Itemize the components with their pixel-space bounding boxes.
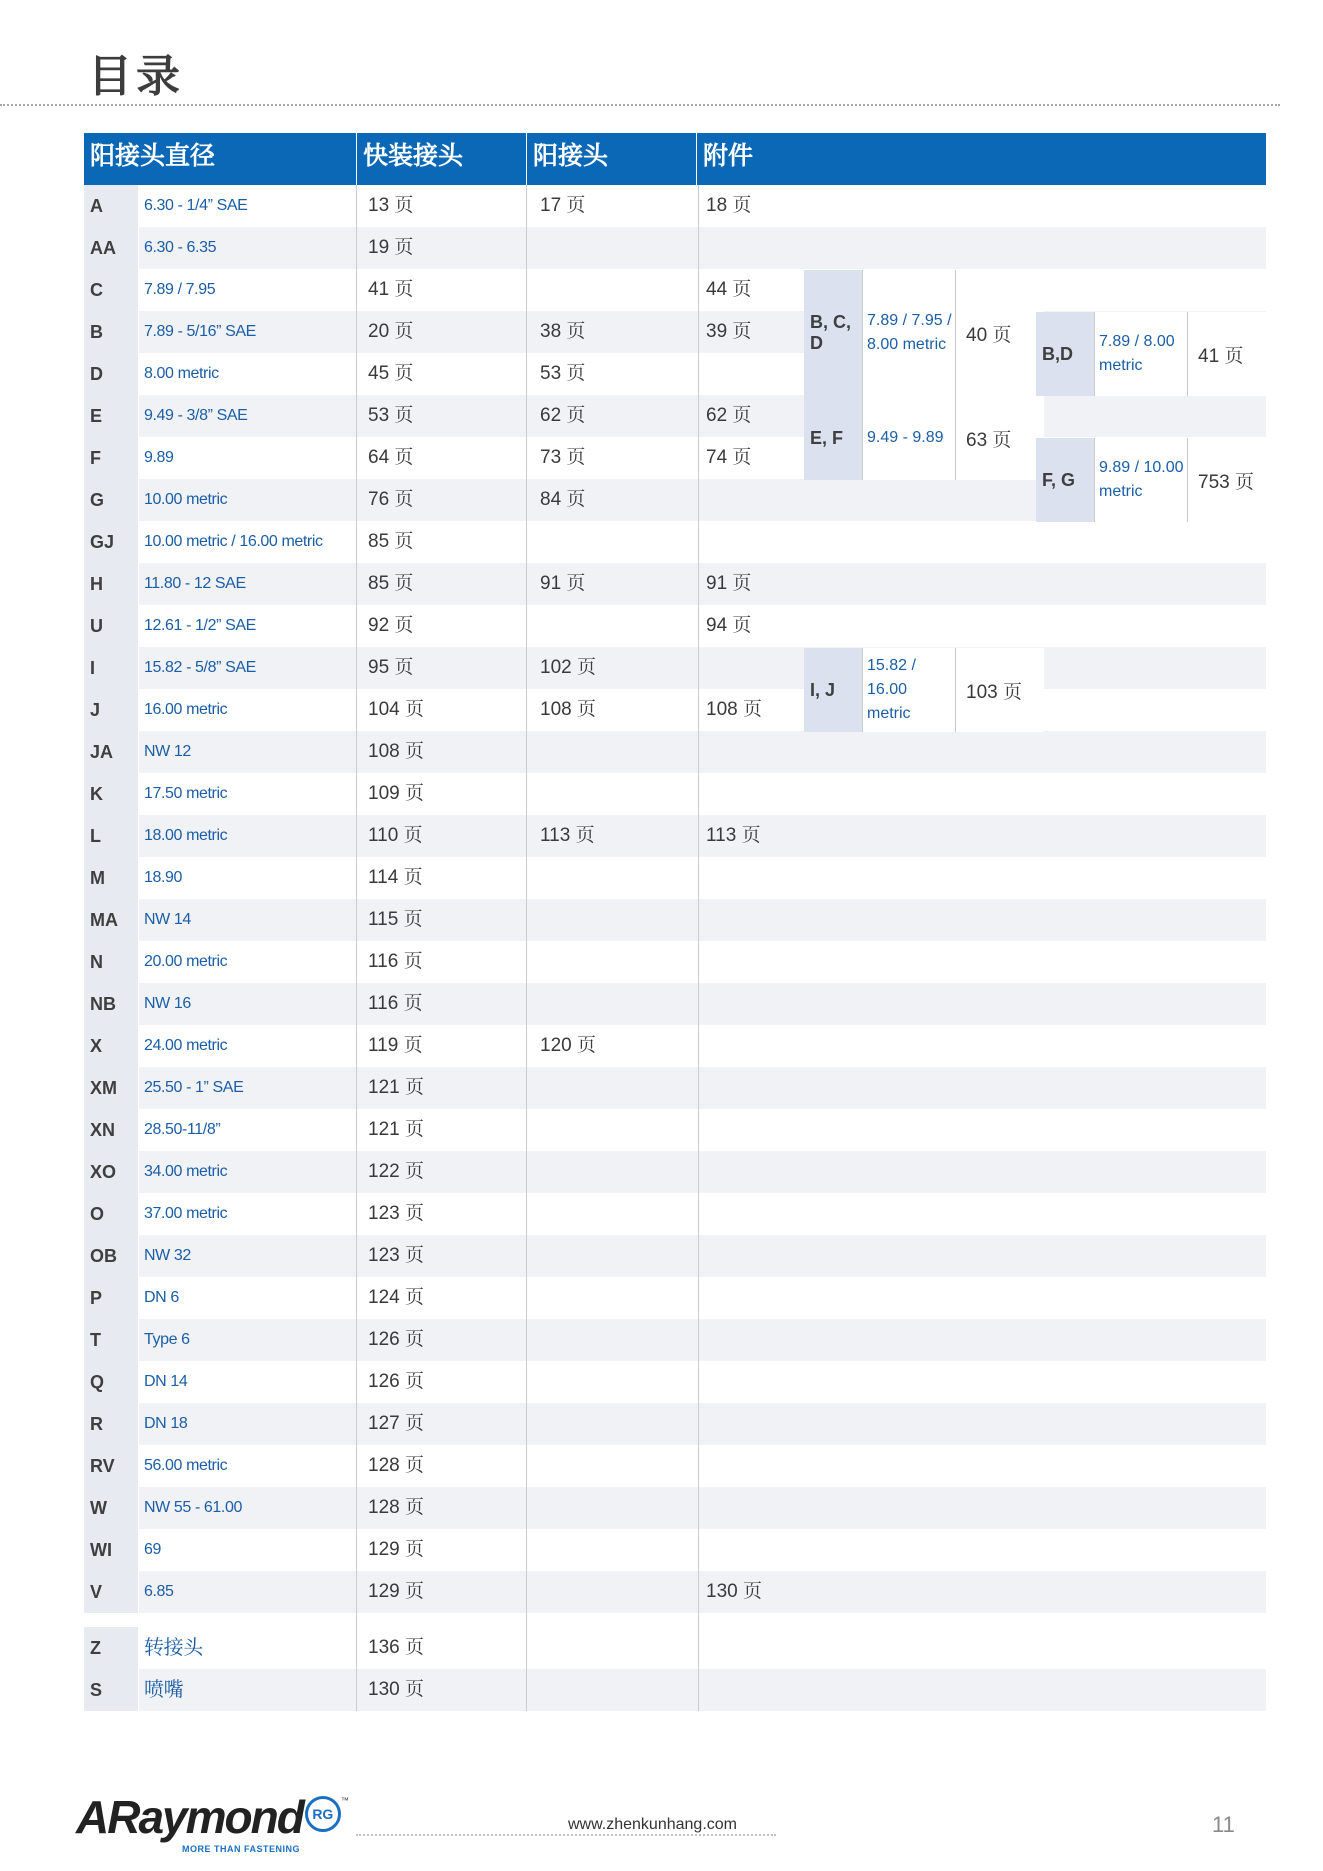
quick-connector-page: 109 页 [368, 783, 424, 804]
quick-connector-page: 45 页 [368, 363, 414, 384]
row-code: GJ [90, 532, 115, 552]
row-code: L [90, 826, 101, 846]
male-connector-page: 38 页 [540, 321, 586, 342]
accessory-page: 108 页 [706, 699, 762, 720]
table-row [84, 1277, 1266, 1319]
rg-icon: RG [305, 1796, 341, 1832]
quick-connector-page: 127 页 [368, 1413, 424, 1434]
row-code: R [90, 1414, 103, 1434]
quick-connector-page: 85 页 [368, 573, 414, 594]
accessory-page: 39 页 [706, 321, 752, 342]
quick-connector-page: 114 页 [368, 867, 423, 888]
header-male-connector: 阳接头 [526, 133, 696, 185]
row-code: V [90, 1582, 103, 1602]
table-row [84, 773, 1266, 815]
accessory-page: 62 页 [706, 405, 752, 426]
table-row [84, 1319, 1266, 1361]
row-code: AA [90, 238, 116, 258]
row-diameter: 25.50 - 1” SAE [144, 1079, 244, 1096]
row-diameter: 56.00 metric [144, 1457, 228, 1474]
row-diameter: 7.89 - 5/16” SAE [144, 323, 256, 340]
accessory-page: 44 页 [706, 279, 752, 300]
table-row [84, 521, 1266, 563]
table-row [84, 815, 1266, 857]
table-row [84, 857, 1266, 899]
row-diameter: 10.00 metric [144, 491, 228, 508]
row-code: Z [90, 1638, 101, 1658]
quick-connector-page: 64 页 [368, 447, 414, 468]
row-diameter: 6.30 - 1/4” SAE [144, 197, 248, 214]
quick-connector-page: 20 页 [368, 321, 414, 342]
combo-code: I, J [804, 648, 862, 732]
table-row [84, 1361, 1266, 1403]
male-connector-page: 91 页 [540, 573, 586, 594]
row-code: XM [90, 1078, 117, 1098]
row-diameter: 15.82 - 5/8” SAE [144, 659, 256, 676]
table-row [84, 605, 1266, 647]
accessory-page: 94 页 [706, 615, 752, 636]
male-connector-page: 102 页 [540, 657, 596, 678]
combo-block [1036, 438, 1266, 522]
combo-page: 103 页 [966, 681, 1022, 703]
row-diameter: NW 32 [144, 1247, 191, 1264]
table-row [84, 1109, 1266, 1151]
table-row [84, 731, 1266, 773]
male-connector-page: 62 页 [540, 405, 586, 426]
row-code: M [90, 868, 105, 888]
quick-connector-page: 126 页 [368, 1329, 424, 1350]
logo-wordmark: ARaymond [76, 1791, 303, 1843]
quick-connector-page: 53 页 [368, 405, 414, 426]
quick-connector-page: 115 页 [368, 909, 423, 930]
quick-connector-page: 129 页 [368, 1581, 424, 1602]
page-title: 目录 [88, 52, 184, 101]
row-code: T [90, 1330, 101, 1350]
row-diameter: 28.50-11/8” [144, 1121, 221, 1138]
row-diameter: NW 12 [144, 743, 191, 760]
combo-block [804, 270, 1044, 396]
quick-connector-page: 124 页 [368, 1287, 424, 1308]
quick-connector-page: 121 页 [368, 1077, 424, 1098]
table-row [84, 1571, 1266, 1613]
row-code: J [90, 700, 101, 720]
quick-connector-page: 104 页 [368, 699, 424, 720]
row-code: F [90, 448, 101, 468]
table-row [84, 185, 1266, 227]
accessory-page: 91 页 [706, 573, 752, 594]
accessory-page: 130 页 [706, 1581, 762, 1602]
combo-page: 753 页 [1198, 471, 1254, 493]
combo-block [1036, 312, 1266, 396]
table-row [84, 395, 1266, 437]
male-connector-page: 73 页 [540, 447, 586, 468]
footer-website: www.zhenkunhang.com [568, 1816, 737, 1833]
quick-connector-page: 126 页 [368, 1371, 424, 1392]
combo-block [804, 648, 1044, 732]
accessory-page: 74 页 [706, 447, 752, 468]
table-row [84, 1627, 1266, 1669]
row-code: I [90, 658, 96, 678]
table-row [84, 1487, 1266, 1529]
table-row [84, 1669, 1266, 1711]
combo-code: F, G [1036, 438, 1094, 522]
quick-connector-page: 123 页 [368, 1203, 424, 1224]
quick-connector-page: 129 页 [368, 1539, 424, 1560]
row-diameter: NW 14 [144, 911, 191, 928]
quick-connector-page: 116 页 [368, 951, 423, 972]
combo-block [804, 396, 1044, 480]
combo-page: 63 页 [966, 429, 1012, 451]
row-code: WI [90, 1540, 112, 1560]
column-separator [138, 185, 139, 1711]
table-row [84, 227, 1266, 269]
row-diameter: 37.00 metric [144, 1205, 228, 1222]
row-code: OB [90, 1246, 117, 1266]
footer-divider [356, 1834, 776, 1836]
quick-connector-page: 76 页 [368, 489, 414, 510]
row-code: U [90, 616, 103, 636]
row-diameter: 18.00 metric [144, 827, 228, 844]
logo-tagline: MORE THAN FASTENING [182, 1844, 301, 1854]
row-code: XN [90, 1120, 116, 1140]
table-row [84, 983, 1266, 1025]
row-diameter: 10.00 metric / 16.00 metric [144, 533, 323, 550]
row-code: K [90, 784, 103, 804]
table-header [84, 133, 1266, 185]
column-separator [698, 185, 699, 1711]
quick-connector-page: 123 页 [368, 1245, 424, 1266]
row-code: S [90, 1680, 103, 1700]
row-code: W [90, 1498, 107, 1518]
row-diameter: 34.00 metric [144, 1163, 228, 1180]
page-number: 11 [1212, 1812, 1235, 1837]
row-code: JA [90, 742, 114, 762]
male-connector-page: 108 页 [540, 699, 596, 720]
quick-connector-page: 92 页 [368, 615, 414, 636]
row-code: X [90, 1036, 103, 1056]
male-connector-page: 113 页 [540, 825, 595, 846]
row-diameter: 6.30 - 6.35 [144, 239, 217, 256]
trademark-symbol: ™ [340, 1796, 349, 1805]
row-diameter: 11.80 - 12 SAE [144, 575, 246, 592]
combo-diameter: 9.49 - 9.89 [862, 396, 956, 480]
table-row [84, 941, 1266, 983]
accessory-page: 18 页 [706, 195, 752, 216]
table-row [84, 1193, 1266, 1235]
row-diameter: 9.89 [144, 449, 174, 466]
row-diameter: 喷嘴 [144, 1679, 184, 1701]
quick-connector-page: 116 页 [368, 993, 423, 1014]
column-separator [356, 185, 357, 1711]
row-diameter: 8.00 metric [144, 365, 219, 382]
table-row [84, 563, 1266, 605]
row-code: NB [90, 994, 116, 1014]
male-connector-page: 17 页 [540, 195, 586, 216]
header-quick-connector: 快装接头 [356, 133, 526, 185]
row-diameter: 24.00 metric [144, 1037, 228, 1054]
quick-connector-page: 121 页 [368, 1119, 424, 1140]
table-row [84, 269, 1266, 311]
row-code: H [90, 574, 103, 594]
male-connector-page: 120 页 [540, 1035, 596, 1056]
quick-connector-page: 41 页 [368, 279, 414, 300]
row-diameter: 7.89 / 7.95 [144, 281, 216, 298]
table-row [84, 1529, 1266, 1571]
row-code: G [90, 490, 105, 510]
row-diameter: 20.00 metric [144, 953, 228, 970]
table-row [84, 689, 1266, 731]
column-separator [526, 185, 527, 1711]
row-code: B [90, 322, 103, 342]
row-diameter: NW 55 - 61.00 [144, 1499, 242, 1516]
row-diameter: 转接头 [144, 1637, 203, 1659]
quick-connector-page: 85 页 [368, 531, 414, 552]
combo-page: 40 页 [966, 324, 1012, 346]
row-diameter: 6.85 [144, 1583, 174, 1600]
combo-code: E, F [804, 396, 862, 480]
quick-connector-page: 13 页 [368, 195, 414, 216]
quick-connector-page: 119 页 [368, 1035, 423, 1056]
row-diameter: 9.49 - 3/8” SAE [144, 407, 248, 424]
table-row [84, 1067, 1266, 1109]
row-code: Q [90, 1372, 105, 1392]
quick-connector-page: 122 页 [368, 1161, 424, 1182]
row-code: E [90, 406, 103, 426]
header-diameter: 阳接头直径 [90, 142, 216, 170]
male-connector-page: 84 页 [540, 489, 586, 510]
combo-diameter: 15.82 / 16.00 metric [862, 648, 956, 732]
quick-connector-page: 95 页 [368, 657, 414, 678]
combo-code: B,D [1036, 312, 1094, 396]
row-diameter: 12.61 - 1/2” SAE [144, 617, 256, 634]
header-accessories: 附件 [696, 133, 1266, 185]
row-code: RV [90, 1456, 115, 1476]
table-row [84, 1025, 1266, 1067]
quick-connector-page: 128 页 [368, 1497, 424, 1518]
table-row [84, 1151, 1266, 1193]
combo-diameter: 7.89 / 8.00 metric [1094, 312, 1188, 396]
quick-connector-page: 108 页 [368, 741, 424, 762]
table-row [84, 1403, 1266, 1445]
table-row [84, 899, 1266, 941]
quick-connector-page: 128 页 [368, 1455, 424, 1476]
row-diameter: 16.00 metric [144, 701, 228, 718]
male-connector-page: 53 页 [540, 363, 586, 384]
quick-connector-page: 19 页 [368, 237, 414, 258]
combo-diameter: 7.89 / 7.95 / 8.00 metric [862, 270, 956, 396]
row-diameter: NW 16 [144, 995, 191, 1012]
combo-page: 41 页 [1198, 345, 1244, 367]
title-divider [0, 104, 1280, 106]
row-diameter: 18.90 [144, 869, 183, 886]
row-diameter: 17.50 metric [144, 785, 228, 802]
row-diameter: DN 18 [144, 1415, 188, 1432]
row-diameter: Type 6 [144, 1331, 190, 1348]
row-diameter: 69 [144, 1541, 161, 1558]
row-code: O [90, 1204, 105, 1224]
row-diameter: DN 6 [144, 1289, 179, 1306]
combo-diameter: 9.89 / 10.00 metric [1094, 438, 1188, 522]
araymond-logo [76, 1790, 349, 1854]
row-code: MA [90, 910, 118, 930]
row-code: P [90, 1288, 103, 1308]
accessory-page: 113 页 [706, 825, 761, 846]
quick-connector-page: 130 页 [368, 1679, 424, 1700]
table-row [84, 647, 1266, 689]
row-code: C [90, 280, 103, 300]
table-row [84, 1235, 1266, 1277]
row-code: XO [90, 1162, 117, 1182]
row-diameter: DN 14 [144, 1373, 188, 1390]
quick-connector-page: 110 页 [368, 825, 423, 846]
quick-connector-page: 136 页 [368, 1637, 424, 1658]
row-code: N [90, 952, 103, 972]
row-code: A [90, 196, 103, 216]
table-row [84, 1445, 1266, 1487]
row-code: D [90, 364, 103, 384]
combo-code: B, C, D [804, 270, 862, 396]
